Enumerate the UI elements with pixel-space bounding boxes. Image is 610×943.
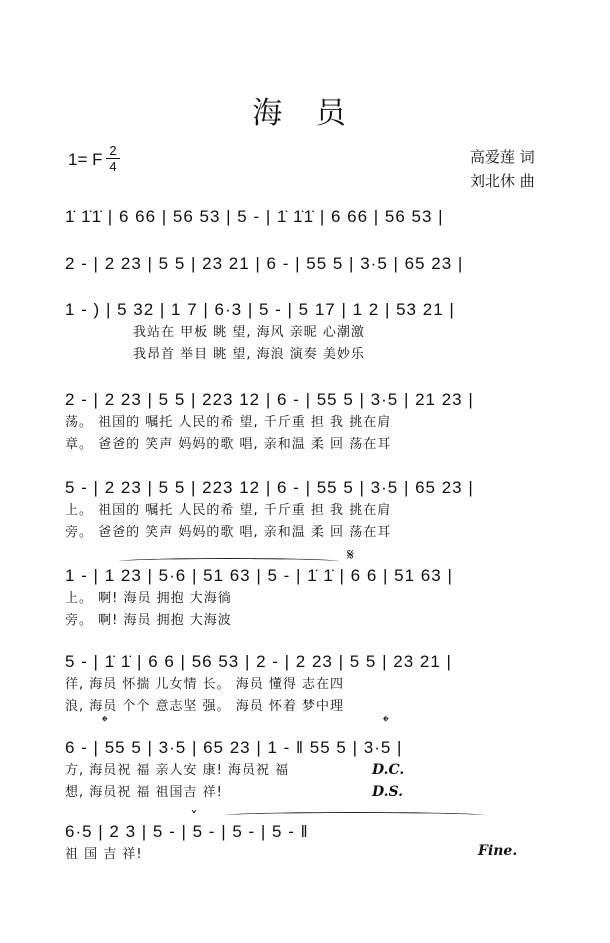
time-signature bbox=[106, 144, 120, 173]
lyric-verse-2: 旁。 啊! 海员 拥抱 大海波 bbox=[65, 613, 232, 628]
lyric-verse-2: 想, 海员祝 福 祖国吉 祥! bbox=[65, 785, 223, 800]
lyric-verse-1: 方, 海员祝 福 亲人安 康! 海员祝 福 bbox=[65, 763, 290, 778]
score-line-6 bbox=[65, 564, 555, 632]
score-line-4 bbox=[65, 388, 555, 456]
ds-mark: D.S. bbox=[372, 784, 404, 800]
coda-icon: 𝄌 bbox=[102, 712, 108, 731]
notes: 6 - | 55 5 | 3·5 | 65 23 | 1 - ‖ 55 5 | 3·5 | bbox=[65, 738, 403, 757]
lyric-verse-1: 上。 祖国的 嘱托 人民的希 望, 千斤重 担 我 挑在肩 bbox=[65, 503, 392, 518]
segno-icon: 𝄋 bbox=[347, 545, 354, 564]
lyric-verse-2: 章。 爸爸的 笑声 妈妈的歌 唱, 亲和温 柔 回 荡在耳 bbox=[65, 437, 392, 452]
fine-mark: Fine. bbox=[478, 843, 518, 859]
lyric-verse-1: 荡。 祖国的 嘱托 人民的希 望, 千斤重 担 我 挑在肩 bbox=[65, 415, 392, 430]
score-line-1 bbox=[65, 205, 555, 229]
tie-arc bbox=[224, 812, 486, 819]
score-line-5 bbox=[65, 476, 555, 544]
page-title: 海 员 bbox=[252, 96, 358, 131]
breath-mark-icon: ˇ bbox=[190, 808, 198, 827]
dc-mark: D.C. bbox=[372, 762, 405, 778]
notes: 2 - | 2 23 | 5 5 | 23 21 | 6 - | 55 5 | 3·5 | 65 23 | bbox=[65, 254, 464, 273]
meter-bottom: 4 bbox=[109, 159, 117, 174]
score-line-2 bbox=[65, 252, 555, 276]
lyric-verse-1: 徉, 海员 怀揣 儿女情 长。 海员 懂得 志在四 bbox=[65, 677, 345, 692]
notes: 1 - | 1 23 | 5·6 | 51 63 | 5 - | 1̇ 1̇ | 6 6 | 51 63 | bbox=[65, 566, 453, 585]
lyricist-credit: 高爱莲 词 bbox=[470, 148, 535, 166]
key-signature: 1= F bbox=[68, 150, 103, 169]
lyric-verse-2: 旁。 爸爸的 笑声 妈妈的歌 唱, 亲和温 柔 回 荡在耳 bbox=[65, 525, 392, 540]
notes: 5 - | 2 23 | 5 5 | 223 12 | 6 - | 55 5 | 3·5 | 65 23 | bbox=[65, 478, 474, 497]
coda-icon: 𝄌 bbox=[383, 712, 389, 731]
notes: 5 - | 1̇ 1̇ | 6 6 | 56 53 | 2 - | 2 23 | 5 5 | 23 21 | bbox=[65, 652, 452, 671]
composer-credit: 刘北休 曲 bbox=[470, 172, 535, 190]
notes: 6·5 | 2 3 | 5 - | 5 - | 5 - | 5 - ‖ bbox=[65, 822, 309, 841]
lyric-verse-1: 我站在 甲板 眺 望, 海风 亲昵 心潮激 bbox=[133, 325, 365, 340]
notes: 1̇ 1̇1̇ | 6 66 | 56 53 | 5 - | 1̇ 1̇1̇ | 6 66 | 56 53 | bbox=[65, 207, 444, 226]
meter-top: 2 bbox=[109, 143, 117, 158]
lyric-verse-1: 上。 啊! 海员 拥抱 大海徜 bbox=[65, 591, 232, 606]
score-line-7 bbox=[65, 650, 555, 718]
score-line-3 bbox=[65, 298, 555, 366]
lyric-verse-2: 我昂首 举目 眺 望, 海浪 演奏 美妙乐 bbox=[133, 347, 365, 362]
lyric-verse-1: 祖 国 吉 祥! bbox=[65, 847, 143, 862]
score-line-8 bbox=[65, 736, 555, 804]
tie-arc bbox=[118, 558, 340, 565]
lyric-verse-2: 浪, 海员 个个 意志坚 强。 海员 怀着 梦中理 bbox=[65, 699, 345, 714]
notes: 1 - ) | 5 32 | 1 7 | 6·3 | 5 - | 5 17 | 1 2 | 53 21 | bbox=[65, 300, 455, 319]
notes: 2 - | 2 23 | 5 5 | 223 12 | 6 - | 55 5 | 3·5 | 21 23 | bbox=[65, 390, 474, 409]
